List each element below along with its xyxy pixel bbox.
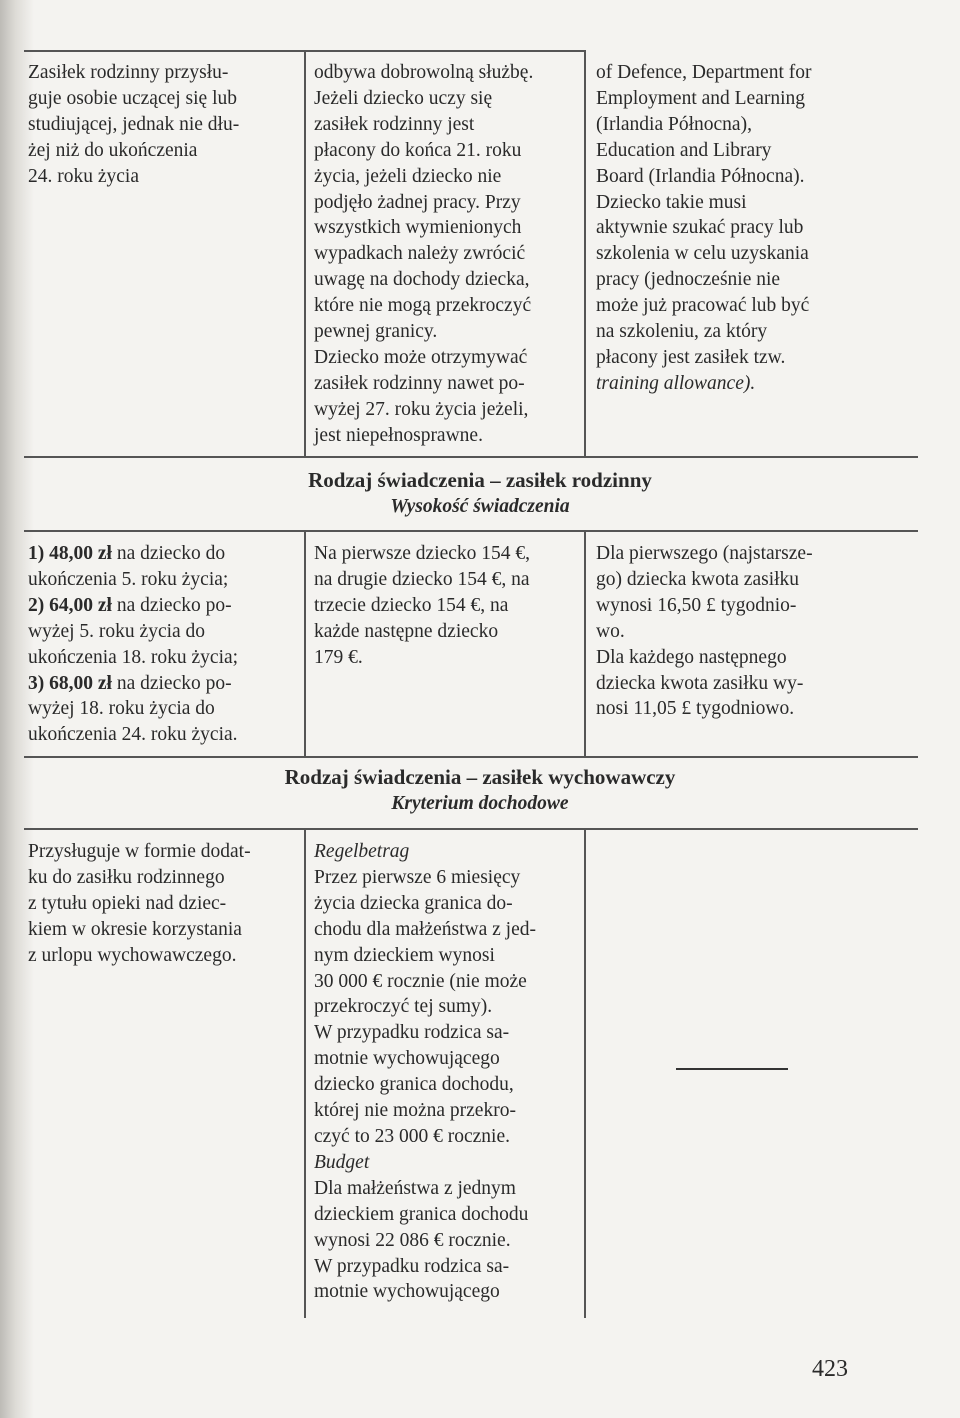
section1-col1-text [28, 541, 300, 748]
section2-col2-line: Regelbetrag [314, 841, 410, 862]
section2-col2-line: dziecko granica dochodu, [314, 1074, 514, 1096]
section2-col2-line: wynosi 22 086 € rocznie. [314, 1229, 511, 1251]
section2-col1-text: Przysługuje w formie dodat- ku do zasiłku rodzinnego z tytułu opieki nad dziec- kiem w okresie korzystania z urlopu wychowawczego. [28, 841, 251, 966]
intro-col3-line: Board (Irlandia Północna). [596, 165, 805, 187]
intro-col3-line: Education and Library [596, 139, 772, 161]
rule-below-section2-heading [24, 828, 918, 830]
section2-heading [0, 764, 960, 817]
divider-section2-2 [584, 828, 586, 1318]
section1-col1-line: wyżej 5. roku życia do [28, 620, 206, 642]
intro-col3-line: Employment and Learning [596, 87, 806, 109]
intro-col3-line: może już pracować lub być [596, 295, 810, 317]
section2-col2-line: dzieckiem granica dochodu [314, 1203, 529, 1225]
section1-col1-line: 2) 64,00 zł na dziecko po- [28, 594, 232, 616]
section2-col2-text [314, 839, 582, 1305]
section1-col1-line: ukończenia 24. roku życia. [28, 724, 238, 746]
page-number: 423 [812, 1356, 848, 1382]
intro-col3-line: of Defence, Department for [596, 62, 812, 83]
section2-col2-line: której nie można przekro- [314, 1100, 516, 1122]
section2-col2-line: życia dziecka granica do- [314, 892, 513, 914]
divider-section1-1 [304, 530, 306, 756]
section1-col1-amount: 3) 68,00 zł [28, 672, 112, 694]
rule-below-section1-heading [24, 530, 918, 532]
section1-col1-line: 1) 48,00 zł na dziecko do [28, 543, 226, 564]
intro-col3-line: training allowance). [596, 372, 756, 394]
section2-col2-line: motnie wychowującego [314, 1281, 500, 1303]
section2-col2-line: motnie wychowującego [314, 1048, 500, 1070]
intro-col3-line: pracy (jednocześnie nie [596, 269, 781, 291]
divider-intro-1 [304, 50, 306, 456]
section2-col2-line: Przez pierwsze 6 miesięcy [314, 866, 521, 888]
section2-title: Rodzaj świadczenia – zasiłek wychowawczy [284, 765, 676, 789]
section1-heading [0, 467, 960, 520]
section1-col3-text: Dla pierwszego (najstarsze- go) dziecka kwota zasiłku wynosi 16,50 £ tygodnio- wo. Dla każdego następnego dziecka kwota zasiłku wy- nosi 11,05 £ tygodniowo. [596, 543, 813, 720]
intro-col3-line: płacony jest zasiłek tzw. [596, 346, 786, 368]
section1-col1-amount: 2) 64,00 zł [28, 594, 112, 616]
intro-col3-text [596, 60, 926, 397]
divider-section2-1 [304, 828, 306, 1318]
section1-subtitle: Wysokość świadczenia [390, 496, 570, 517]
intro-col3-line: Dziecko takie musi [596, 191, 747, 213]
section2-subtitle: Kryterium dochodowe [391, 793, 569, 814]
intro-col3-line: (Irlandia Północna), [596, 113, 752, 135]
section1-title: Rodzaj świadczenia – zasiłek rodzinny [308, 468, 652, 492]
section1-col1-line: wyżej 18. roku życia do [28, 698, 215, 720]
intro-col3-line: aktywnie szukać pracy lub [596, 217, 804, 239]
divider-section1-2 [584, 530, 586, 756]
intro-col1-text: Zasiłek rodzinny przysłu- guje osobie uczącej się lub studiującej, jednak nie dłu- żej niż do ukończenia 24. roku życia [28, 62, 240, 187]
section2-col2-line: W przypadku rodzica sa- [314, 1255, 510, 1277]
section2-col3-dash [676, 1068, 788, 1070]
section2-col2-line: przekroczyć tej sumy). [314, 996, 493, 1018]
section2-col2-line: nym dzieckiem wynosi [314, 944, 495, 966]
section2-col2-line: chodu dla małżeństwa z jed- [314, 918, 536, 940]
rule-above-section1 [24, 456, 918, 458]
section1-col2-text: Na pierwsze dziecko 154 €, na drugie dziecko 154 €, na trzecie dziecko 154 €, na każde następne dziecko 179 €. [314, 543, 531, 668]
section2-col2-line: Budget [314, 1151, 370, 1173]
rule-above-section2 [24, 756, 918, 758]
divider-intro-2 [584, 50, 586, 456]
intro-col2-text: odbywa dobrowolną służbę. Jeżeli dziecko uczy się zasiłek rodzinny jest płacony do końca 21. roku życia, jeżeli dziecko nie podjęło żadnej pracy. Przy wszystkich wymienionych wypadkach należy zwrócić uwagę na dochody dziecka, które nie mogą przekroczyć pewnej granicy. Dziecko może otrzymywać zasiłek rodzinny nawet po- wyżej 27. roku życia jeżeli, jest niepełnosprawne. [314, 62, 534, 446]
section1-col1-line: 3) 68,00 zł na dziecko po- [28, 672, 232, 694]
section2-col2-line: 30 000 € rocznie (nie może [314, 970, 527, 992]
section1-col1-line: ukończenia 18. roku życia; [28, 646, 239, 668]
section2-col2-line: czyć to 23 000 € rocznie. [314, 1125, 511, 1147]
intro-col3-line: szkolenia w celu uzyskania [596, 243, 809, 265]
section2-col2-line: W przypadku rodzica sa- [314, 1022, 510, 1044]
section2-col2-line: Dla małżeństwa z jednym [314, 1177, 516, 1199]
intro-col3-line: na szkoleniu, za który [596, 321, 768, 343]
section1-col1-amount: 1) 48,00 zł [28, 543, 112, 564]
section1-col1-line: ukończenia 5. roku życia; [28, 568, 229, 590]
